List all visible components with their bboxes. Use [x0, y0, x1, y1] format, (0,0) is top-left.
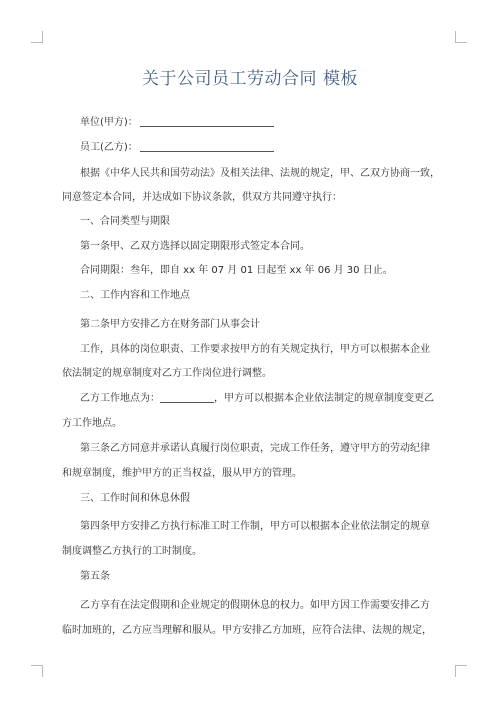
paragraph-line: 依法制定的规章制度对乙方工作岗位进行调整。 — [62, 368, 272, 379]
page-corner-mark-bottom-right — [455, 665, 467, 677]
paragraph-line: 合同期限：叁年，即自 xx 年 07 月 01 日起至 xx 年 06 月 30 日止。 — [80, 265, 393, 276]
paragraph-line: 同意签定本合同，并达成如下协议条款，供双方共同遵守执行： — [62, 192, 342, 203]
party-b-label: 员工(乙方)： — [80, 142, 138, 153]
workplace-label: 乙方工作地点为： — [80, 393, 160, 404]
paragraph-line: 第一条甲、乙双方选择以固定期限形式签定本合同。 — [80, 241, 310, 252]
section-heading: 二、工作内容和工作地点 — [80, 290, 190, 301]
document-title: 关于公司员工劳动合同 模板 — [142, 69, 358, 89]
party-a-field — [80, 116, 274, 130]
page-corner-mark-top-left — [31, 31, 43, 43]
paragraph-line: 方工作地点。 — [62, 418, 122, 429]
section-heading: 三、工作时间和休息休假 — [80, 493, 190, 504]
party-b-blank — [140, 141, 274, 152]
section-heading: 一、合同类型与期限 — [80, 216, 170, 227]
paragraph-line: 第四条甲方安排乙方执行标准工时工作制，甲方可以根据本企业依法制定的规章 — [80, 521, 430, 532]
party-a-blank — [140, 116, 274, 127]
paragraph-line: 第五条 — [80, 571, 110, 582]
page-corner-mark-top-right — [455, 31, 467, 43]
workplace-line — [80, 392, 434, 406]
paragraph-line: 制度调整乙方执行的工时制度。 — [62, 546, 202, 557]
paragraph-line: 乙方享有在法定假期和企业规定的假期休息的权力。如甲方因工作需要安排乙方 — [80, 600, 430, 611]
paragraph-line: 第三条乙方同意并承诺认真履行岗位职责，完成工作任务，遵守甲方的劳动纪律 — [80, 443, 430, 454]
party-a-label: 单位(甲方)： — [80, 117, 138, 128]
paragraph-line: 工作，具体的岗位职责、工作要求按甲方的有关规定执行，甲方可以根据本企业 — [80, 344, 430, 355]
party-b-field — [80, 141, 274, 155]
paragraph-line: 根据《中华人民共和国劳动法》及相关法律、法规的规定，甲、乙双方协商一致， — [80, 168, 440, 179]
page-corner-mark-bottom-left — [31, 665, 43, 677]
paragraph-line: 第二条甲方安排乙方在财务部门从事会计 — [80, 319, 260, 330]
workplace-blank — [160, 392, 214, 403]
workplace-text: ，甲方可以根据本企业依法制定的规章制度变更乙 — [214, 393, 434, 404]
paragraph-line: 和规章制度，维护甲方的正当权益，服从甲方的管理。 — [62, 468, 302, 479]
paragraph-line: 临时加班的，乙方应当理解和服从。甲方安排乙方加班，应符合法律、法规的规定， — [62, 625, 432, 636]
